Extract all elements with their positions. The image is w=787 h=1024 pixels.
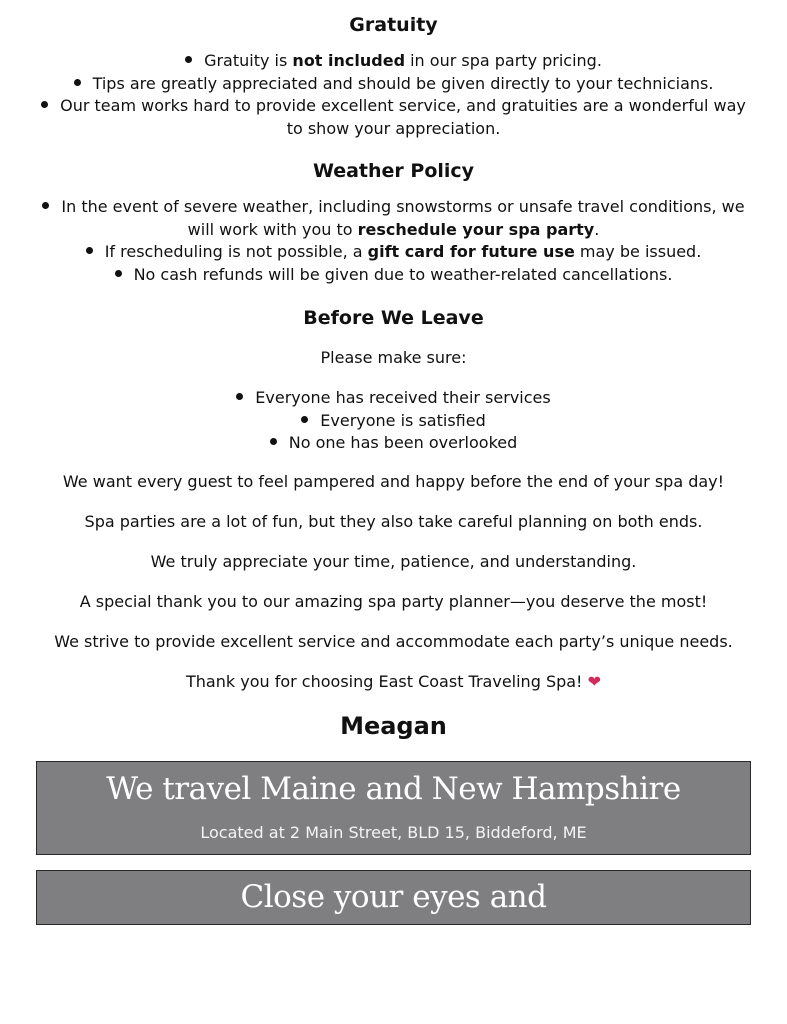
thank-you-line: Thank you for choosing East Coast Traveling Spa! ❤ (186, 672, 601, 691)
gratuity-heading: Gratuity (349, 14, 438, 36)
weather-section (0, 160, 787, 286)
list-item: Tips are greatly appreciated and should be given directly to your technicians. (0, 73, 787, 96)
list-item: No cash refunds will be given due to weather-related cancellations. (0, 264, 787, 287)
list-item: Gratuity is not included in our spa party pricing. (0, 50, 787, 73)
list-item: No one has been overlooked (0, 432, 787, 455)
travel-banner-headline: We travel Maine and New Hampshire (106, 771, 681, 807)
before-we-leave-list (0, 387, 787, 455)
list-item: In the event of severe weather, including snowstorms or unsafe travel conditions, we will work with you to reschedule your spa party. (0, 196, 787, 241)
list-item: Everyone has received their services (0, 387, 787, 410)
heart-icon: ❤ (587, 672, 601, 691)
bullet-icon (74, 79, 81, 86)
bullet-icon (42, 202, 49, 209)
gratuity-list (0, 50, 787, 140)
tagline-banner-headline: Close your eyes and (240, 879, 547, 915)
list-item: If rescheduling is not possible, a gift card for future use may be issued. (0, 241, 787, 264)
weather-heading: Weather Policy (312, 160, 475, 182)
closing-paragraph: We strive to provide excellent service and accommodate each party’s unique needs. (54, 632, 733, 651)
closing-paragraph: Spa parties are a lot of fun, but they also take careful planning on both ends. (84, 512, 703, 531)
before-we-leave-section (0, 307, 787, 455)
bullet-icon (270, 438, 277, 445)
weather-list (0, 196, 787, 286)
bullet-icon (185, 56, 192, 63)
list-item: Our team works hard to provide excellent service, and gratuities are a wonderful way to show your appreciation. (0, 95, 787, 140)
list-item: Everyone is satisfied (0, 410, 787, 433)
before-we-leave-heading: Before We Leave (303, 307, 484, 329)
closing-paragraph: We truly appreciate your time, patience, and understanding. (150, 552, 637, 571)
bullet-icon (41, 101, 48, 108)
bullet-icon (301, 416, 308, 423)
bullet-icon (86, 247, 93, 254)
before-we-leave-intro: Please make sure: (320, 348, 467, 367)
address-line: Located at 2 Main Street, BLD 15, Biddeford, ME (200, 823, 587, 842)
tagline-banner (36, 870, 751, 925)
bullet-icon (236, 393, 243, 400)
travel-banner (36, 761, 751, 855)
signature: Meagan (340, 712, 447, 740)
closing-paragraph: A special thank you to our amazing spa party planner—you deserve the most! (79, 592, 708, 611)
gratuity-section (0, 14, 787, 140)
closing-paragraph: We want every guest to feel pampered and happy before the end of your spa day! (62, 472, 725, 491)
bullet-icon (115, 270, 122, 277)
